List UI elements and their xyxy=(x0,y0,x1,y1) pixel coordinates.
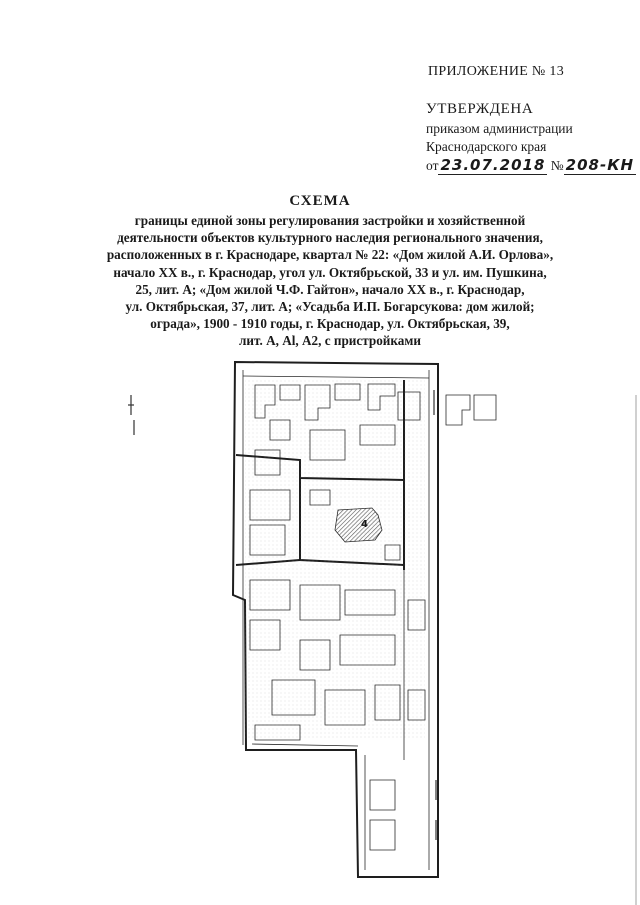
approval-heading: УТВЕРЖДЕНА xyxy=(426,101,534,117)
order-number: 208-КН xyxy=(565,156,635,174)
street-line xyxy=(252,744,358,746)
subtitle-line: ул. Октябрьская, 37, лит. А; «Усадьба И.П. Богарсукова: дом жилой; xyxy=(125,299,535,315)
appendix-label: ПРИЛОЖЕНИЕ № 13 xyxy=(428,64,564,79)
street-line xyxy=(243,376,429,378)
document-title: СХЕМА xyxy=(289,193,351,209)
subtitle-line: деятельности объектов культурного наследия регионального значения, xyxy=(117,230,543,246)
order-issuer-line1: приказом администрации xyxy=(426,121,573,136)
subtitle-line: лит. А, Al, А2, с пристройками xyxy=(239,333,421,349)
order-prefix: от xyxy=(426,158,439,173)
subtitle-line: начало XX в., г. Краснодар, угол ул. Октябрьской, 33 и ул. им. Пушкина, xyxy=(113,264,547,280)
subtitle-line: 25, лит. А; «Дом жилой Ч.Ф. Гайтон», начало XX в., г. Краснодар, xyxy=(135,281,525,297)
subtitle-line: ограда», 1900 - 1910 годы, г. Краснодар, ул. Октябрьская, 39, xyxy=(150,316,510,332)
subtitle-line: расположенных в г. Краснодаре, квартал № 22: «Дом жилой А.И. Орлова», xyxy=(106,247,554,263)
zone-number-label: 4 xyxy=(361,519,368,530)
order-date: 23.07.2018 xyxy=(440,156,546,174)
order-issuer-line2: Краснодарского края xyxy=(426,139,547,154)
order-number-prefix: № xyxy=(550,158,564,173)
subtitle-line: границы единой зоны регулирования застройки и хозяйственной xyxy=(134,213,526,228)
map-texture xyxy=(245,380,425,740)
